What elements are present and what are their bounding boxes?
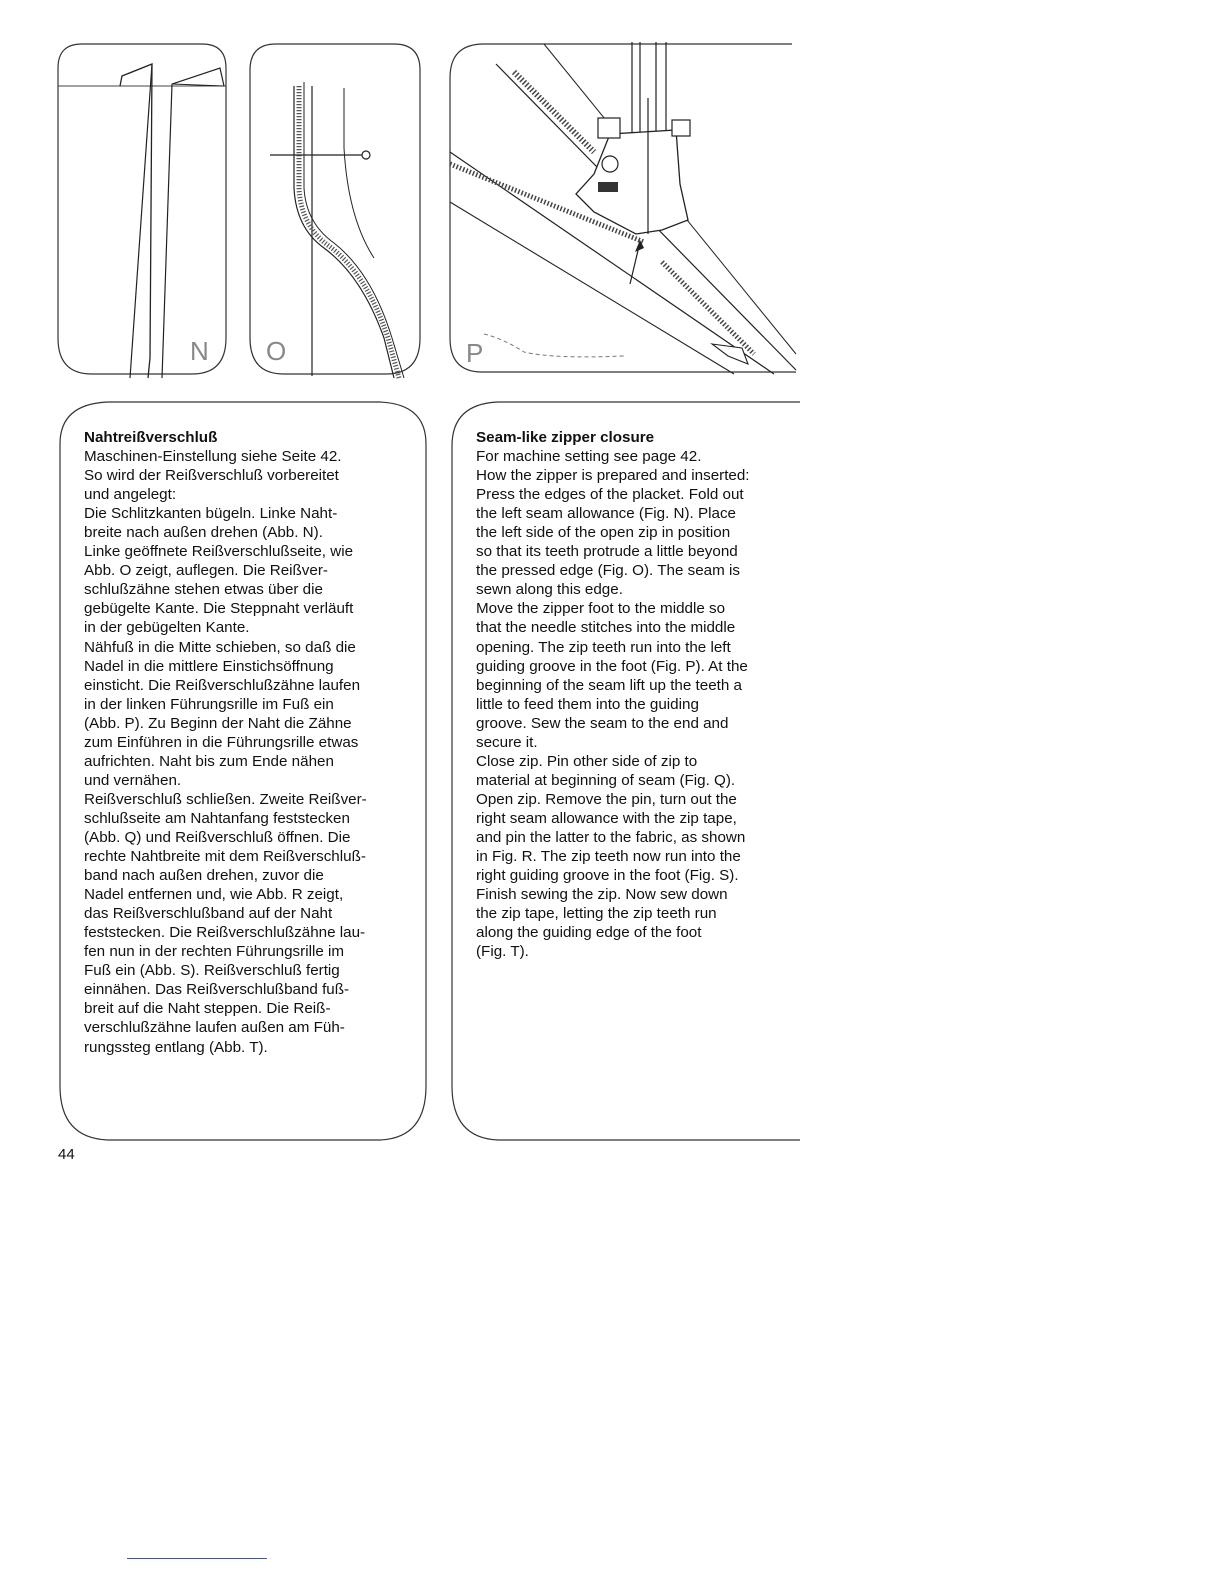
german-instructions-box [52, 396, 434, 1146]
figure-o-label: O [266, 336, 287, 366]
figure-n-label: N [190, 336, 209, 366]
figure-p-label: P [466, 338, 484, 368]
english-instructions-box [446, 396, 804, 1146]
english-title: Seam-like zipper closure [476, 429, 655, 446]
footer-rule [127, 1558, 267, 1559]
english-body: For machine setting see page 42. How the zipper is prepared and inserted: Press the edges of the placket. Fold out the left seam allowance (Fig. N). Place the left side of the open zip in position so that its teeth protrude a little beyond the pressed edge (Fig. O). The seam is sewn along this edge. Move the zipper foot to the middle so that the needle stitches into the middle opening. The zip teeth run into the left guiding groove in the foot (Fig. P). At the beginning of the seam lift up the teeth a little to feed them into the guiding groove. Sew the seam to the end and secure it. Close zip. Pin other side of zip to material at beginning of seam (Fig. Q). Open zip. Remove the pin, turn out the right seam allowance with the zip tape, and pin the latter to the fabric, as shown in Fig. R. The zip teeth now run into the right guiding groove in the foot (Fig. S). Finish sewing the zip. Now sew down the zip tape, letting the zip teeth run along the guiding edge of the foot (Fig. T). [476, 448, 750, 961]
page-number: 44 [58, 1146, 75, 1163]
german-title: Nahtreißverschluß [84, 429, 218, 446]
german-body: Maschinen-Einstellung siehe Seite 42. So wird der Reißverschluß vorbereitet und angelegt: Die Schlitzkanten bügeln. Linke Naht- breite nach außen drehen (Abb. N). Linke geöffnete Reißverschlußseite, wie Abb. O zeigt, auflegen. Die Reißver- schlußzähne stehen etwas über die gebügelte Kante. Die Steppnaht verläuft in der gebügelten Kante. Nähfuß in die Mitte schieben, so daß die Nadel in die mittlere Einstichsöffnung einsticht. Die Reißverschlußzähne laufen in der linken Führungsrille im Fuß ein (Abb. P). Zu Beginn der Naht die Zähne zum Einführen in die Führungsrille etwas aufrichten. Naht bis zum Ende nähen und vernähen. Reißverschluß schließen. Zweite Reißver- schlußseite am Nahtanfang feststecken (Abb. Q) und Reißverschluß öffnen. Die rechte Nahtbreite mit dem Reißverschluß- band nach außen drehen, zuvor die Nadel entfernen und, wie Abb. R zeigt, das Reißverschlußband auf der Naht feststecken. Die Reißverschlußzähne lau- fen nun in der rechten Führungsrille im Fuß ein (Abb. S). Reißverschluß fertig einnähen. Das Reißverschlußband fuß- breit auf die Naht steppen. Die Reiß- verschlußzähne laufen außen am Füh- rungssteg entlang (Abb. T). [84, 448, 367, 1056]
figure-p [444, 34, 800, 380]
figure-o [244, 38, 426, 380]
figure-n [52, 38, 232, 380]
